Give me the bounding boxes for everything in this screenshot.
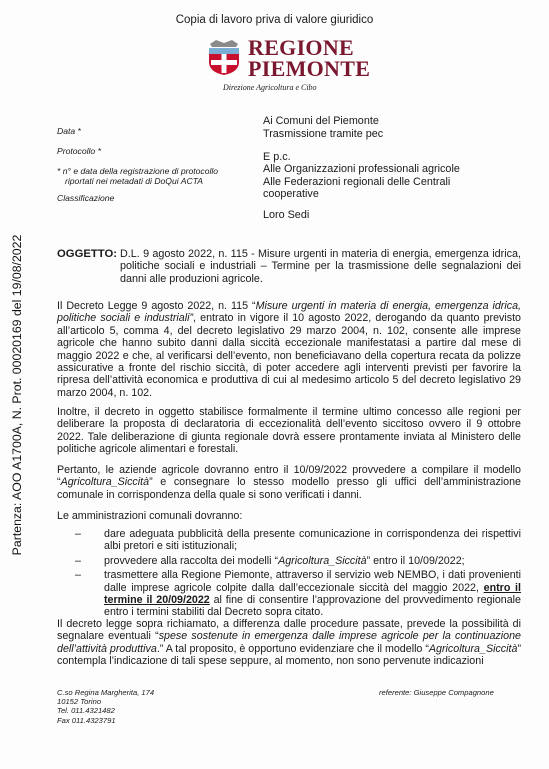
list-item — [57, 528, 521, 553]
text-run-italic: Agricoltura_Siccità — [428, 642, 518, 655]
deadline-emphasis: entro il termine il 20/09/2022 — [104, 581, 521, 607]
text-run: .” A tal proposito, è opportuno evidenziare che il modello “ — [156, 642, 429, 655]
text-run: trasmettere alla Regione Piemonte, attraverso il servizio web NEMBO, i dati provenienti dalle imprese agricole colpite dalla dall’eccezionale siccità del maggio 2022, — [104, 569, 521, 594]
cc-label: E p.c. — [263, 151, 291, 163]
list-dash: – — [75, 569, 81, 582]
paragraph-2 — [57, 406, 521, 456]
subject-text: D.L. 9 agosto 2022, n. 115 - Misure urgenti in materia di energia, emergenza idrica, politiche sociali e industriali – Termine per la trasmissione delle segnalazioni dei danni alle produzioni agricole. — [120, 248, 521, 285]
list-item — [57, 555, 521, 567]
header-note: Copia di lavoro priva di valore giuridico — [175, 14, 374, 26]
logo-title-line1: REGIONE — [248, 35, 355, 60]
text-run: Pertanto, le aziende agricole dovranno entro il 10/09/2022 provvedere a compilare il modello “ — [57, 464, 521, 489]
text-run: ” entro il 10/09/2022; — [366, 554, 465, 567]
list-item-text: dare adeguata pubblicità della presente comunicazione in corrispondenza dei rispettivi albi pretori e siti istituzionali; — [104, 528, 521, 553]
paragraph-3 — [57, 464, 521, 501]
obligations-list — [57, 528, 521, 621]
coat-of-arms-icon — [206, 38, 242, 76]
addressee-line: Ai Comuni del Piemonte — [263, 115, 379, 127]
logo-title-line2: PIEMONTE — [248, 56, 371, 81]
footer-city: 10152 Torino — [57, 697, 102, 707]
footer-address — [57, 688, 154, 725]
text-run: , entrato in vigore il 10 agosto 2022, derogando da quanto previsto all’articolo 5, comma 4, del decreto legislativo 29 marzo 2004, n. 102, consente alle imprese agricole che hanno subito danni dalla siccità eccezionale manifestatasi a partire dal mese di maggio 2022 e che, al verificarsi dell’evento, non beneficiavano della copertura recata da polizze assicurative a fronte del rischio siccità, di poter accedere agli interventi previsti per favorire la ripresa dell’attività economica e produttiva di cui al medesimo articolo 5 del decreto legislativo 29 marzo 2004, n. 102. — [57, 312, 521, 399]
paragraph-4 — [57, 510, 521, 522]
text-run: provvedere alla raccolta dei modelli “ — [104, 554, 279, 567]
paragraph-text: Le amministrazioni comunali dovranno: — [57, 510, 243, 522]
text-run-italic: Misure urgenti in materia di energia, emergenza idrica, politiche sociali e industriali” — [57, 300, 521, 325]
regione-piemonte-logo — [206, 35, 371, 98]
list-dash: – — [75, 554, 81, 567]
data-label: Data * — [57, 126, 81, 136]
addressee-line: cooperative — [263, 188, 319, 200]
footer-phone: Tel. 011.4321482 — [57, 706, 115, 716]
protocol-stamp — [6, 234, 28, 556]
classificazione-label: Classificazione — [57, 193, 115, 203]
text-run-italic: Agricoltura_Siccità — [278, 554, 367, 567]
addressee-line: Alle Federazioni regionali delle Centrali — [263, 176, 451, 188]
addressee-line: Alle Organizzazioni professionali agricole — [263, 163, 460, 175]
addressee-line: Loro Sedi — [263, 209, 310, 221]
list-dash: – — [75, 528, 81, 540]
paragraph-1 — [57, 300, 521, 399]
protocollo-label: Protocollo * — [57, 146, 101, 156]
paragraph-text: Inoltre, il decreto in oggetto stabilisce formalmente il termine ultimo concesso alle regioni per deliberare la proposta di declaratoria di eccezionalità dell’evento siccitoso ovvero il 9 ottobre 2022. Tale deliberazione di giunta regionale dovrà essere prontamente inviata al Ministero delle politiche agricole alimentari e forestali. — [57, 406, 521, 456]
footer-referente: referente: Giuseppe Compagnone — [379, 688, 494, 697]
text-run: al fine di consentire l’approvazione del provvedimento regionale entro i termini stabiliti dal Decreto sopra citato. — [104, 594, 521, 619]
protocol-note-line2: riportati nei metadati di DoQui ACTA — [65, 176, 204, 186]
protocol-stamp-text: Partenza: AOO A1700A, N. Prot. 00020169 del 19/08/2022 — [10, 234, 24, 556]
footer-street: C.so Regina Margherita, 174 — [57, 688, 155, 697]
text-run-italic: Agricoltura_Siccità — [60, 476, 150, 489]
text-run-italic: spese sostenute in emergenza dalle imprese agricole per la continuazione dell’attività produttiva — [57, 630, 521, 655]
addressee-line: Trasmissione tramite pec — [263, 128, 384, 140]
footer-fax: Fax 011.4323791 — [57, 715, 116, 725]
text-run: ” e consegnare lo stesso modello presso gli uffici dell’amministrazione comunale in corrispondenza della quale si sono verificati i danni. — [57, 476, 521, 501]
subject-label: OGGETTO: — [57, 248, 118, 260]
protocol-note-line1: * n° e data della registrazione di protocollo — [57, 166, 219, 176]
paragraph-5 — [57, 618, 521, 668]
text-run: Il decreto legge sopra richiamato, a differenza dalle procedure passate, prevede la possibilità di segnalare eventuali “ — [57, 618, 521, 643]
logo-subtitle: Direzione Agricoltura e Cibo — [223, 83, 317, 92]
list-item — [57, 569, 521, 619]
text-run: Il Decreto Legge 9 agosto 2022, n. 115 “ — [57, 300, 256, 312]
text-run: ” contempla l’indicazione di tali spese seppure, al momento, non sono pervenute indicazioni — [57, 642, 521, 668]
